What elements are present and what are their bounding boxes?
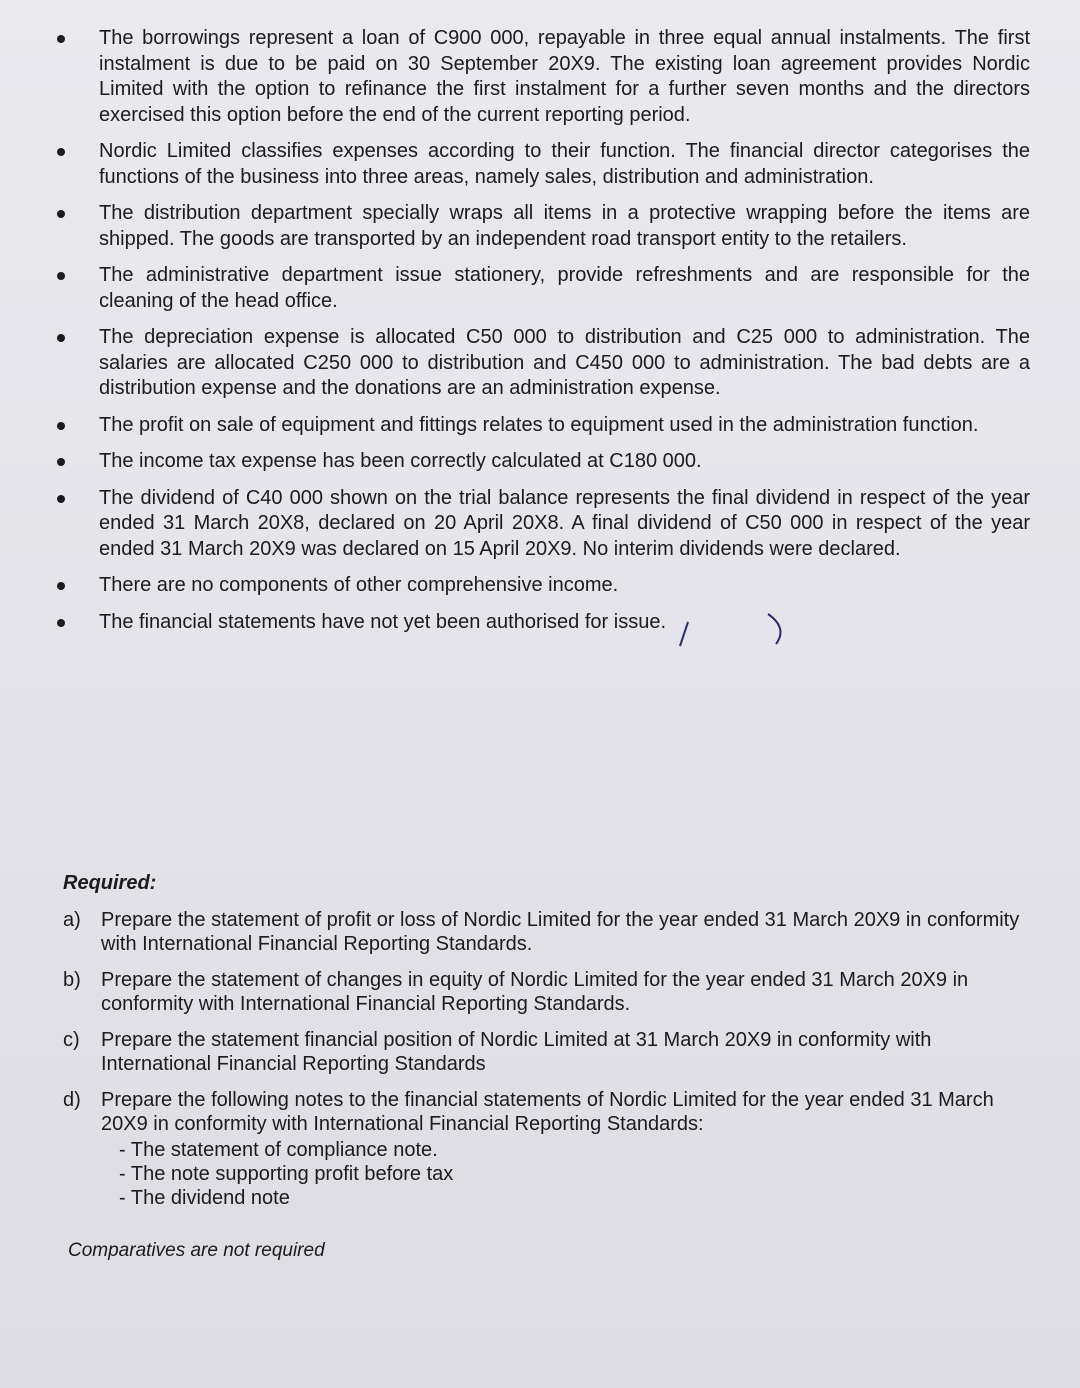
bullet-dot — [57, 582, 65, 590]
bullet-item — [55, 610, 1030, 636]
bullet-text: The financial statements have not yet been authorised for issue. — [99, 610, 667, 633]
bullet-item — [55, 325, 1030, 402]
bullet-item — [55, 201, 1030, 252]
task-item — [63, 1088, 1038, 1210]
note-item: - The statement of compliance note. — [119, 1139, 438, 1161]
bullet-dot — [57, 495, 65, 503]
bullet-item — [55, 139, 1030, 190]
bullet-dot — [57, 422, 65, 430]
bullet-dot — [57, 272, 65, 280]
task-text: Prepare the following notes to the financial statements of Nordic Limited for the year ended 31 March 20X9 in conformity with International Financial Reporting Standards: — [101, 1089, 994, 1135]
task-marker: c) — [63, 1029, 80, 1051]
required-task-list — [63, 908, 1038, 1222]
bullet-item — [55, 413, 1030, 439]
bullet-text: The profit on sale of equipment and fittings relates to equipment used in the administration function. — [99, 413, 979, 436]
bullet-text: Nordic Limited classifies expenses according to their function. The financial director categorises the functions of the business into three areas, namely sales, distribution and administration. — [99, 140, 1030, 188]
required-heading: Required: — [63, 872, 157, 894]
task-marker: a) — [63, 909, 81, 931]
bullet-text: The borrowings represent a loan of C900 000, repayable in three equal annual instalments. The first instalment is due to be paid on 30 September 20X9. The existing loan agreement provides Nordic Limited with the option to refinance the first instalment for a further seven months and the directors exercised this option before the end of the current reporting period. — [99, 27, 1030, 126]
task-item — [63, 908, 1038, 956]
task-item — [63, 1028, 1038, 1076]
bullet-dot — [57, 334, 65, 342]
bullet-dot — [57, 458, 65, 466]
bullet-text: There are no components of other comprehensive income. — [99, 574, 619, 596]
bullet-text: The income tax expense has been correctly calculated at C180 000. — [99, 450, 702, 472]
bullet-dot — [57, 210, 65, 218]
bullet-text: The depreciation expense is allocated C50 000 to distribution and C25 000 to administration. The salaries are allocated C250 000 to distribution and C450 000 to administration. The bad debts are a distribution expense and the donations are an administration expense. — [99, 326, 1030, 399]
bullet-item — [55, 449, 1030, 475]
task-text: Prepare the statement of changes in equity of Nordic Limited for the year ended 31 March 20X9 in conformity with International Financial Reporting Standards. — [101, 969, 969, 1015]
bullet-text: The administrative department issue stationery, provide refreshments and are responsible for the cleaning of the head office. — [99, 264, 1030, 312]
bullet-item — [55, 26, 1030, 128]
bullet-dot — [57, 35, 65, 43]
bullet-item — [55, 573, 1030, 599]
task-item — [63, 968, 1038, 1016]
task-marker: b) — [63, 969, 81, 991]
bullet-dot — [57, 148, 65, 156]
bullet-dot — [57, 619, 65, 627]
note-item: - The note supporting profit before tax — [119, 1163, 454, 1185]
information-bullet-list — [55, 26, 1030, 646]
comparatives-note: Comparatives are not required — [68, 1240, 325, 1261]
task-text: Prepare the statement financial position of Nordic Limited at 31 March 20X9 in conformity with International Financial Reporting Standards — [101, 1029, 932, 1075]
bullet-text: The distribution department specially wraps all items in a protective wrapping before the items are shipped. The goods are transported by an independent road transport entity to the retailers. — [99, 202, 1030, 250]
required-notes-list — [119, 1138, 1038, 1210]
bullet-text: The dividend of C40 000 shown on the trial balance represents the final dividend in respect of the year ended 31 March 20X8, declared on 20 April 20X8. A final dividend of C50 000 in respect of the year ended 31 March 20X9 was declared on 15 April 20X9. No interim dividends were declared. — [99, 486, 1030, 560]
task-marker: d) — [63, 1089, 81, 1111]
bullet-item — [55, 486, 1030, 563]
bullet-item — [55, 263, 1030, 314]
note-item: - The dividend note — [119, 1187, 290, 1209]
task-text: Prepare the statement of profit or loss of Nordic Limited for the year ended 31 March 20X9 in conformity with International Financial Reporting Standards. — [101, 909, 1020, 955]
